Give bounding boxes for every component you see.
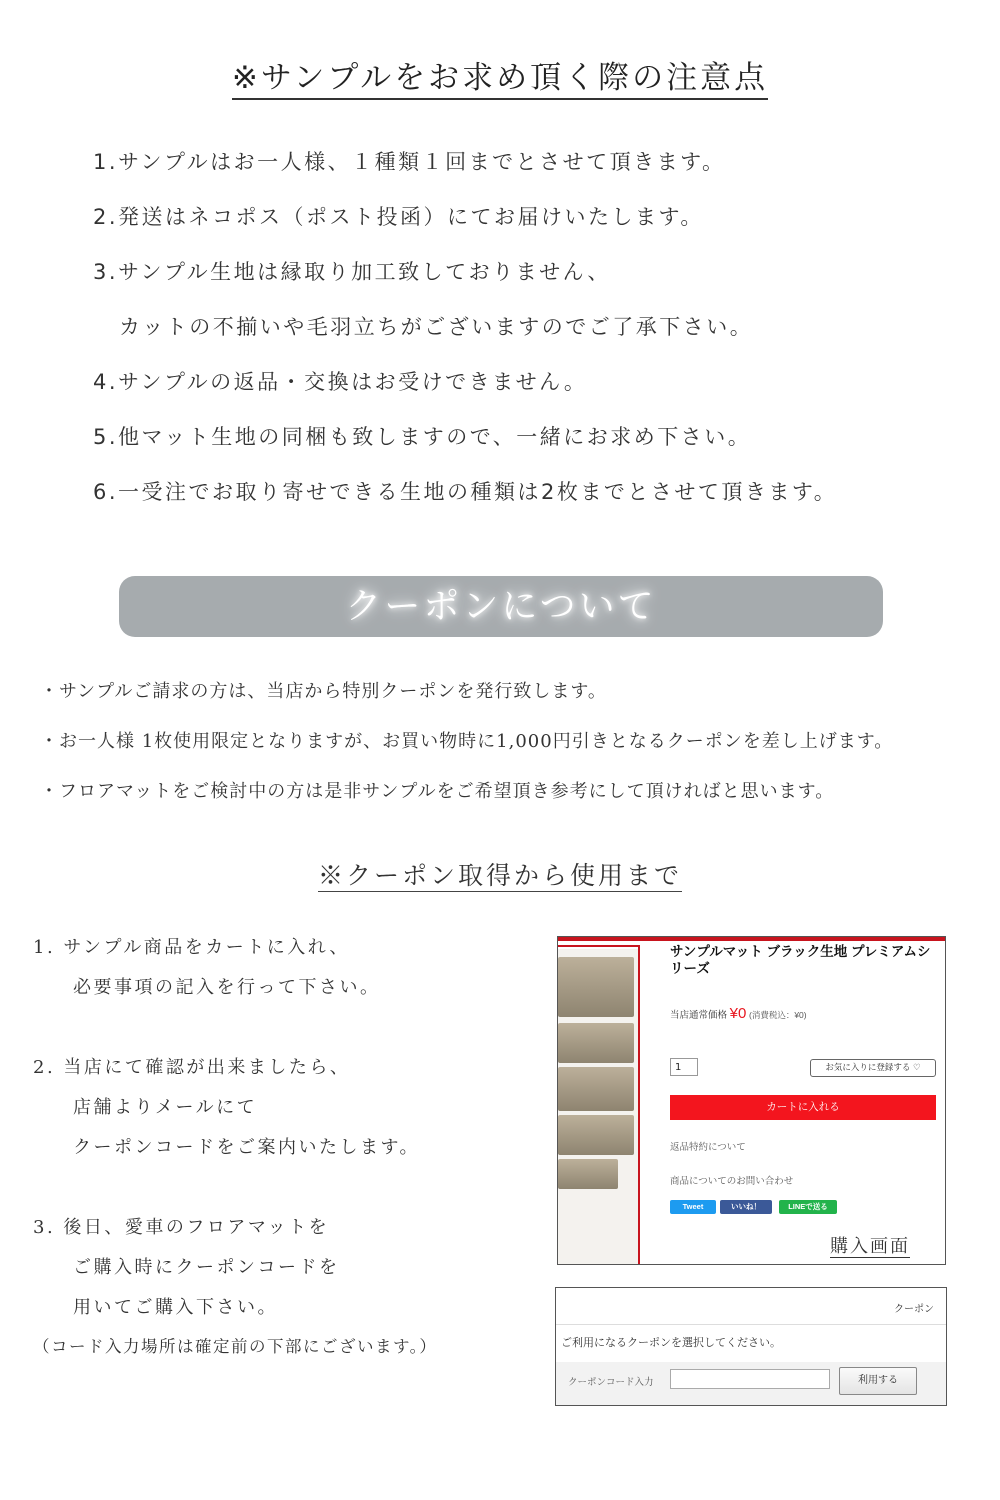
rule-item-3-cont: カットの不揃いや毛羽立ちがございますのでご了承下さい。 [119, 315, 754, 339]
price-label: 当店通常価格 [670, 1010, 728, 1021]
apply-coupon-button[interactable]: 利用する [839, 1367, 917, 1395]
coupon-line-3: ・フロアマットをご検討中の方は是非サンプルをご希望頂き参考にして頂ければと思います。 [40, 781, 835, 802]
coupon-line-2: ・お一人様 1枚使用限定となりますが、お買い物時に1,000円引きとなるクーポンを差し上げます。 [40, 731, 894, 752]
divider [556, 1324, 946, 1325]
rule-item-2: 2.発送はネコポス（ポスト投函）にてお届けいたします。 [93, 205, 704, 229]
add-to-cart-button[interactable]: カートに入れる [670, 1095, 936, 1120]
like-button[interactable]: いいね！ [720, 1200, 772, 1214]
coupon-banner-text: クーポンについて [345, 586, 657, 627]
coupon-header: クーポン [894, 1304, 934, 1315]
howto-title: ※クーポン取得から使用まで [317, 861, 682, 890]
mat-layer [558, 957, 634, 1017]
howto-title-wrap [0, 856, 1000, 892]
coupon-code-label: クーポンコード入力 [568, 1377, 654, 1388]
product-title: サンプルマット ブラック生地 プレミアムシリーズ [670, 944, 931, 976]
header-bar [558, 937, 945, 941]
mat-layer [558, 1023, 634, 1063]
rule-item-6: 6.一受注でお取り寄せできる生地の種類は2枚までとさせて頂きます。 [93, 480, 838, 504]
coupon-banner [119, 576, 883, 637]
step-note: （コード入力場所は確定前の下部にございます。） [33, 1337, 438, 1356]
price-row [670, 1005, 807, 1022]
page-title: ※サンプルをお求め頂く際の注意点 [232, 60, 768, 100]
inquiry-link[interactable]: 商品についてのお問い合わせ [670, 1176, 794, 1187]
image-frame [638, 945, 640, 1264]
step-1: 1. サンプル商品をカートに入れ、 [33, 937, 350, 958]
rule-item-3: 3.サンプル生地は縁取り加工致しておりません、 [93, 260, 611, 284]
returns-link[interactable]: 返品特約について [670, 1142, 746, 1153]
rule-item-1: 1.サンプルはお一人様、１種類１回までとさせて頂きます。 [93, 150, 726, 174]
line-share-button[interactable]: LINEで送る [779, 1200, 837, 1214]
rule-item-4: 4.サンプルの返品・交換はお受けできません。 [93, 370, 588, 394]
step-2-cont-1: 店舗よりメールにて [73, 1097, 258, 1118]
coupon-line-1: ・サンプルご請求の方は、当店から特別クーポンを発行致します。 [40, 681, 607, 702]
price-tax: (消費税込：¥0) [748, 1010, 807, 1020]
tweet-button[interactable]: Tweet [670, 1200, 716, 1214]
image-frame [558, 945, 640, 947]
mat-layer [558, 1067, 634, 1111]
mat-layer [558, 1159, 618, 1189]
step-1-cont: 必要事項の記入を行って下さい。 [73, 977, 381, 998]
page-title-wrap [0, 52, 1000, 97]
step-3-cont-1: ご購入時にクーポンコードを [73, 1257, 340, 1278]
step-3-cont-2: 用いてご購入下さい。 [73, 1297, 278, 1318]
price-value: ¥0 [729, 1005, 747, 1022]
mat-layer [558, 1115, 634, 1155]
coupon-code-input[interactable] [670, 1369, 830, 1389]
purchase-screen-caption: 購入画面 [830, 1236, 910, 1257]
coupon-screen [555, 1287, 947, 1406]
coupon-message: ご利用になるクーポンを選択してください。 [561, 1336, 781, 1349]
purchase-screen [557, 936, 946, 1265]
step-2: 2. 当店にて確認が出来ましたら、 [33, 1057, 351, 1078]
quantity-input[interactable]: 1 [670, 1058, 698, 1076]
product-image [558, 949, 638, 1264]
step-2-cont-2: クーポンコードをご案内いたします。 [73, 1137, 421, 1158]
add-favorite-button[interactable]: お気に入りに登録する ♡ [810, 1059, 936, 1077]
step-3: 3. 後日、愛車のフロアマットを [33, 1217, 330, 1238]
rule-item-5: 5.他マット生地の同梱も致しますので、一緒にお求め下さい。 [93, 425, 752, 449]
